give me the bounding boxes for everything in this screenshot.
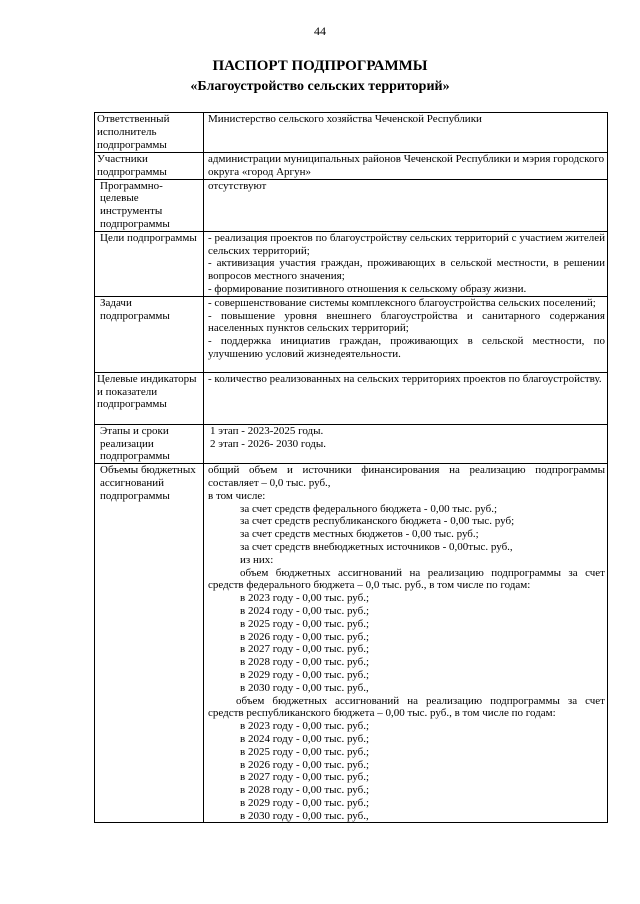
row-instruments (95, 179, 608, 231)
passport-table (94, 112, 608, 823)
budget-source: за счет средств республиканского бюджета - 0,00 тыс. руб; (240, 515, 515, 528)
row-stages (95, 424, 608, 463)
page-subtitle: «Благоустройство сельских территорий» (190, 79, 450, 94)
budget-republic-intro: объем бюджетных ассигнований на реализацию подпрограммы за счет средств республиканского бюджета – 0,00 тыс. руб., в том числе по годам: (208, 694, 605, 720)
row-value: отсутствуют (204, 179, 608, 231)
federal-year-item: в 2024 году - 0,00 тыс. руб.; (240, 604, 370, 617)
budget-source: за счет средств внебюджетных источников - 0,00тыс. руб., (240, 540, 513, 553)
row-responsible (95, 113, 608, 153)
task-item: - повышение уровня внешнего благоустройства и санитарного содержания населенных пунктов сельских территорий; (208, 309, 605, 335)
goal-item: - формирование позитивного отношения к сельскому образу жизни. (208, 282, 527, 295)
budget-including: в том числе: (208, 489, 266, 502)
row-label: Участники подпрограммы (95, 153, 204, 180)
stage-item: 1 этап - 2023-2025 годы. (210, 424, 324, 437)
budget-source: за счет средств федерального бюджета - 0,00 тыс. руб.; (240, 502, 498, 515)
republic-year-item: в 2029 году - 0,00 тыс. руб.; (240, 796, 370, 809)
federal-year-item: в 2029 году - 0,00 тыс. руб.; (240, 668, 370, 681)
republic-year-item: в 2028 году - 0,00 тыс. руб.; (240, 784, 370, 797)
row-label: Этапы и сроки реализации подпрограммы (95, 424, 204, 463)
row-indicators (95, 372, 608, 424)
row-budget (95, 464, 608, 823)
budget-intro: общий объем и источники финансирования на реализацию подпрограммы составляет – 0,0 тыс. руб., (208, 464, 605, 489)
row-label: Объемы бюджетных ассигнований подпрограммы (95, 464, 204, 823)
row-value (204, 424, 608, 463)
federal-year-item: в 2027 году - 0,00 тыс. руб.; (240, 643, 370, 656)
row-value (204, 464, 608, 823)
goal-item: - реализация проектов по благоустройству сельских территорий с участием жителей сельских территорий; (208, 231, 605, 257)
stage-item: 2 этап - 2026- 2030 годы. (210, 437, 327, 450)
row-participants (95, 153, 608, 180)
federal-year-item: в 2025 году - 0,00 тыс. руб.; (240, 617, 370, 630)
row-label: Программно-целевые инструменты подпрограммы (95, 179, 204, 231)
federal-year-item: в 2023 году - 0,00 тыс. руб.; (240, 592, 370, 605)
row-value: - количество реализованных на сельских территориях проектов по благоустройству. (204, 372, 608, 424)
task-item: - поддержка инициатив граждан, проживающих в сельской местности, по улучшению условий жизнедеятельности. (208, 335, 605, 360)
republic-year-item: в 2026 году - 0,00 тыс. руб.; (240, 758, 370, 771)
republic-year-item: в 2025 году - 0,00 тыс. руб.; (240, 745, 370, 758)
page-number: 44 (314, 24, 326, 38)
row-value (204, 296, 608, 372)
republic-year-item: в 2024 году - 0,00 тыс. руб.; (240, 732, 370, 745)
page-title: ПАСПОРТ ПОДПРОГРАММЫ (212, 58, 428, 74)
row-value: администрации муниципальных районов Чеченской Республики и мэрия городского округа «город Аргун» (204, 153, 608, 180)
task-item: - совершенствование системы комплексного благоустройства сельских поселений; (208, 296, 596, 309)
budget-source: за счет средств местных бюджетов - 0,00 тыс. руб.; (240, 528, 479, 541)
federal-year-item: в 2030 году - 0,00 тыс. руб., (240, 681, 369, 694)
row-value (204, 231, 608, 296)
row-goals (95, 231, 608, 296)
federal-year-item: в 2026 году - 0,00 тыс. руб.; (240, 630, 370, 643)
budget-of-them: из них: (240, 553, 274, 566)
row-label: Ответственный исполнитель подпрограммы (95, 113, 204, 153)
row-tasks (95, 296, 608, 372)
republic-year-item: в 2023 году - 0,00 тыс. руб.; (240, 720, 370, 733)
republic-year-item: в 2030 году - 0,00 тыс. руб., (240, 809, 369, 822)
republic-year-item: в 2027 году - 0,00 тыс. руб.; (240, 771, 370, 784)
row-value: Министерство сельского хозяйства Чеченской Республики (204, 113, 608, 153)
federal-year-item: в 2028 году - 0,00 тыс. руб.; (240, 656, 370, 669)
budget-federal-intro: объем бюджетных ассигнований на реализацию подпрограммы за счет средств федерального бюджета – 0,0 тыс. руб., в том числе по годам: (208, 566, 605, 592)
row-label: Целевые индикаторы и показатели подпрограммы (95, 372, 204, 424)
goal-item: - активизация участия граждан, проживающих в сельской местности, в решении вопросов местного значения; (208, 257, 605, 283)
row-label: Задачи подпрограммы (95, 296, 204, 372)
row-label: Цели подпрограммы (95, 231, 204, 296)
